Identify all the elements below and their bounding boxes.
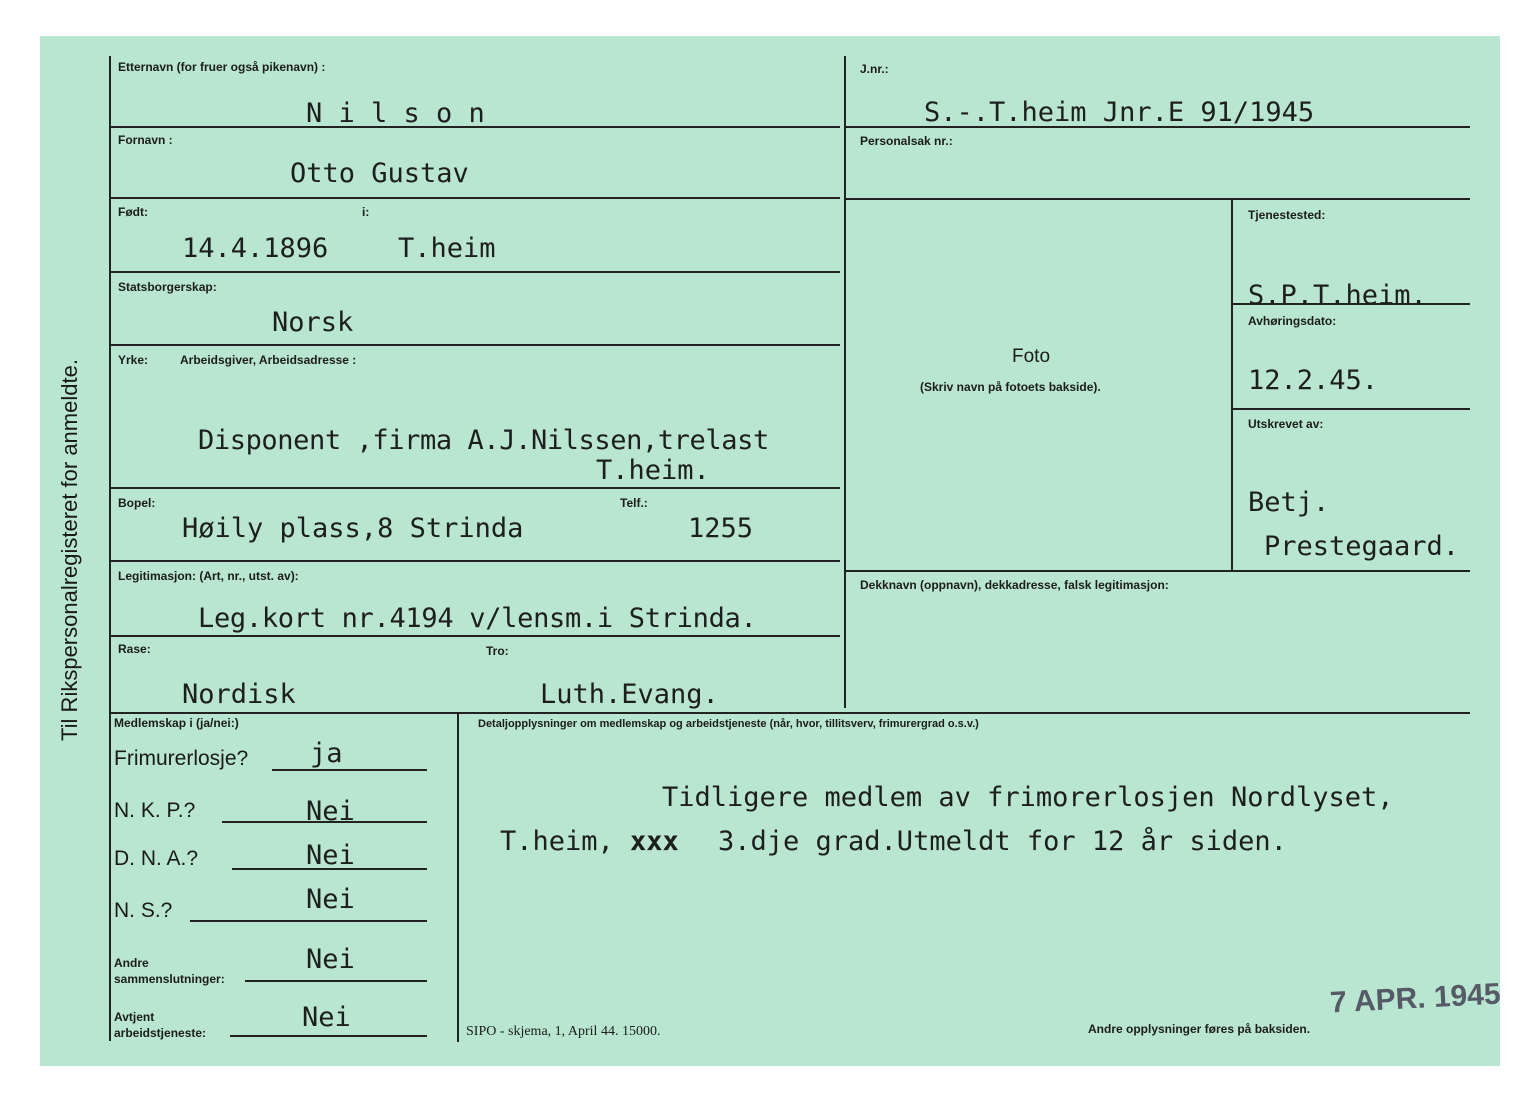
note-backside: Andre opplysninger føres på baksiden. bbox=[1088, 1022, 1311, 1036]
value-avhoringsdato: 12.2.45. bbox=[1248, 365, 1379, 396]
label-dekknavn: Dekknavn (oppnavn), dekkadresse, falsk legitimasjon: bbox=[860, 578, 1169, 592]
rule bbox=[110, 271, 840, 273]
value-yrke-line2: T.heim. bbox=[596, 455, 710, 486]
form-footer: SIPO - skjema, 1, April 44. 15000. bbox=[466, 1024, 661, 1039]
label-legitimasjon: Legitimasjon: (Art, nr., utst. av): bbox=[118, 569, 299, 583]
value-bopel: Høily plass,8 Strinda bbox=[182, 513, 524, 544]
center-divider bbox=[844, 56, 846, 708]
rule bbox=[272, 769, 427, 771]
rule bbox=[110, 487, 840, 489]
label-statsborgerskap: Statsborgerskap: bbox=[118, 280, 217, 294]
photo-title: Foto bbox=[1012, 346, 1051, 367]
value-detalj-line2-b: xxx bbox=[630, 826, 679, 857]
rule bbox=[110, 197, 840, 199]
label-bopel: Bopel: bbox=[118, 496, 156, 510]
membership-value: Nei bbox=[306, 944, 355, 975]
membership-value: ja bbox=[310, 738, 343, 769]
value-yrke-line1: Disponent ,firma A.J.Nilssen,trelast bbox=[198, 425, 769, 456]
membership-label-2: arbeidstjeneste: bbox=[114, 1026, 207, 1040]
value-detalj-line2-c: 3.dje grad.Utmeldt for 12 år siden. bbox=[718, 826, 1287, 857]
label-tro: Tro: bbox=[486, 644, 509, 658]
rule bbox=[845, 570, 1470, 572]
label-personalsak: Personalsak nr.: bbox=[860, 134, 953, 148]
label-etternavn: Etternavn (for fruer også pikenavn) : bbox=[118, 60, 326, 74]
value-detalj-line2-a: T.heim, bbox=[500, 826, 614, 857]
label-telf: Telf.: bbox=[620, 496, 648, 510]
label-rase: Rase: bbox=[118, 642, 151, 656]
date-stamp: 7 APR. 1945 bbox=[1329, 977, 1502, 1020]
membership-value: Nei bbox=[306, 796, 355, 827]
label-tjenestested: Tjenestested: bbox=[1248, 208, 1326, 222]
label-i: i: bbox=[362, 205, 370, 219]
membership-label-2: sammenslutninger: bbox=[114, 972, 225, 986]
label-detalj: Detaljopplysninger om medlemskap og arbeidstjeneste (når, hvor, tillitsverv, frimurergrad o.s.v.) bbox=[478, 718, 979, 730]
value-fornavn: Otto Gustav bbox=[290, 158, 469, 189]
membership-value: Nei bbox=[302, 1002, 351, 1033]
lower-divider bbox=[457, 712, 459, 1042]
membership-label: N. S.? bbox=[114, 899, 173, 922]
value-jnr: S.-.T.heim Jnr.E 91/1945 bbox=[924, 97, 1315, 128]
photo-note: (Skriv navn på fotoets bakside). bbox=[920, 380, 1101, 394]
rule bbox=[190, 920, 427, 922]
value-telf: 1255 bbox=[688, 513, 754, 544]
membership-value: Nei bbox=[306, 884, 355, 915]
label-yrke: Yrke: bbox=[118, 353, 149, 367]
rule bbox=[245, 980, 427, 982]
value-statsborgerskap: Norsk bbox=[272, 307, 354, 338]
label-arbeidsgiver: Arbeidsgiver, Arbeidsadresse : bbox=[180, 353, 357, 367]
label-jnr: J.nr.: bbox=[860, 62, 889, 76]
value-tjenestested: S.P.T.heim. bbox=[1248, 280, 1427, 311]
membership-label: Andre bbox=[114, 956, 149, 970]
side-caption: Til Rikspersonalregisteret for anmeldte. bbox=[57, 359, 82, 741]
rule bbox=[110, 712, 1470, 714]
membership-label: Frimurerlosje? bbox=[114, 747, 249, 770]
value-rase: Nordisk bbox=[182, 679, 296, 710]
label-utskrevet: Utskrevet av: bbox=[1248, 417, 1324, 431]
membership-label: N. K. P.? bbox=[114, 799, 196, 822]
value-utskrevet-line2: Prestegaard. bbox=[1264, 531, 1460, 562]
left-border bbox=[109, 56, 111, 1041]
value-fodt: 14.4.1896 bbox=[182, 233, 329, 264]
rule bbox=[1232, 408, 1470, 410]
value-tro: Luth.Evang. bbox=[540, 679, 719, 710]
label-medlemskap: Medlemskap i (ja/nei:) bbox=[114, 716, 239, 730]
membership-label: D. N. A.? bbox=[114, 847, 199, 870]
membership-value: Nei bbox=[306, 840, 355, 871]
membership-label: Avtjent bbox=[114, 1010, 155, 1024]
rule bbox=[110, 344, 840, 346]
rule bbox=[845, 198, 1470, 200]
value-etternavn: N i l s o n bbox=[306, 98, 485, 129]
label-fodt: Født: bbox=[118, 205, 148, 219]
photo-divider bbox=[1231, 200, 1233, 570]
value-utskrevet-line1: Betj. bbox=[1248, 487, 1330, 518]
label-fornavn: Fornavn : bbox=[118, 133, 173, 147]
value-detalj-line1: Tidligere medlem av frimorerlosjen Nordlyset, bbox=[662, 782, 1394, 813]
value-fodested: T.heim bbox=[398, 233, 496, 264]
rule bbox=[230, 1035, 427, 1037]
rule bbox=[110, 560, 840, 562]
label-avhoringsdato: Avhøringsdato: bbox=[1248, 314, 1337, 328]
rule bbox=[110, 635, 840, 637]
value-legitimasjon: Leg.kort nr.4194 v/lensm.i Strinda. bbox=[198, 603, 757, 634]
